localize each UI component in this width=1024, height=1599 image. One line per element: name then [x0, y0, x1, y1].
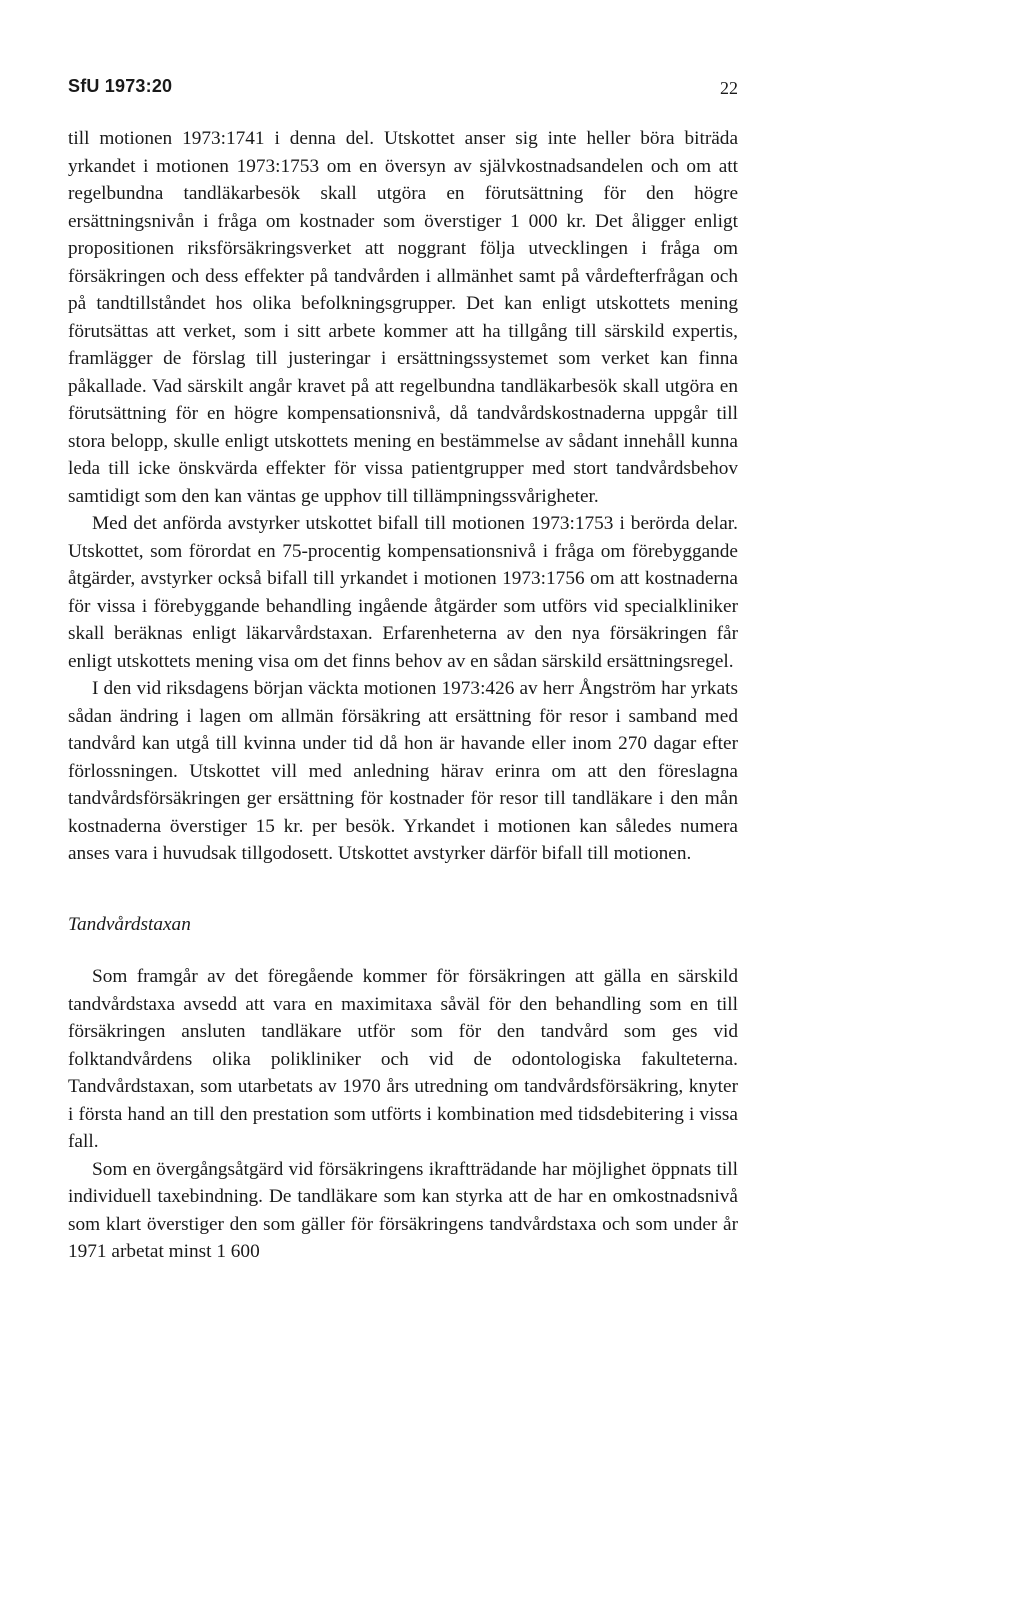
section-heading: Tandvårdstaxan: [68, 913, 191, 935]
paragraph-motion-426: I den vid riksdagens början väckta motionen 1973:426 av herr Ångström har yrkats sådan ändring i lagen om allmän försäkring att ersättning för resor i samband med tandvård kan utgå till kvinna under tid då hon är havande eller inom 270 dagar efter förlossningen. Utskottet vill med anledning härav erinra om att den föreslagna tandvårdsförsäkringen ger ersättning för kostnader för resor till tandläkare i den mån kostnaderna överstiger 15 kr. per besök. Yrkandet i motionen kan således numera anses vara i huvudsak tillgodosett. Utskottet avstyrker därför bifall till motionen.: [68, 678, 738, 864]
page-number: 22: [720, 78, 738, 98]
body-text: [68, 125, 738, 1266]
paragraph-taxebindning: Som en övergångsåtgärd vid försäkringens ikraftträdande har möjlighet öppnats till individuell taxebindning. De tandläkare som kan styrka att de har en omkostnadsnivå som klart överstiger den som gäller för försäkringens tandvårdstaxa och som under år 1971 arbetat minst 1 600: [68, 1158, 738, 1262]
document-reference: SfU 1973:20: [68, 76, 173, 96]
running-header: [68, 76, 738, 102]
paragraph-tandvardstaxa: Som framgår av det föregående kommer för försäkringen att gälla en särskild tandvårdstaxa avsedd att vara en maximitaxa såväl för den behandling som en till försäkringen ansluten tandläkare utför som för den tandvård som ges vid folktandvårdens olika polikliniker och vid de odontologiska fakulteterna. Tandvårdstaxan, som utarbetats av 1970 års utredning om tandvårdsförsäkring, knyter i första hand an till den prestation som utförts i kombination med tidsdebitering i vissa fall.: [68, 966, 738, 1152]
paragraph-motion-1753: till motionen 1973:1741 i denna del. Utskottet anser sig inte heller böra biträda yrkandet i motionen 1973:1753 om en översyn av självkostnadsandelen och om att regelbundna tandläkarbesök skall utgöra en förutsättning för den högre ersättningsnivån i fråga om kostnader som överstiger 1 000 kr. Det åligger enligt propositionen riksförsäkringsverket att noggrant följa utvecklingen i fråga om försäkringen och dess effekter på tandvården i allmänhet samt på vårdefterfrågan och på tandtillståndet hos olika befolkningsgrupper. Det kan enligt utskottets mening förutsättas att verket, som i sitt arbete kommer att ha tillgång till särskild expertis, framlägger de förslag till justeringar i ersättningssystemet som verket kan finna påkallade. Vad särskilt angår kravet på att regelbundna tandläkarbesök skall utgöra en förutsättning för en högre kompensationsnivå, då tandvårdskostnaderna uppgår till stora belopp, skulle enligt utskottets mening en bestämmelse av sådant innehåll kunna leda till icke önskvärda effekter för vissa patientgrupper med stort tandvårdsbehov samtidigt som den kan väntas ge upphov till tillämpningssvårigheter.: [68, 128, 738, 507]
paragraph-motion-1756: Med det anförda avstyrker utskottet bifall till motionen 1973:1753 i berörda delar. Utskottet, som förordat en 75-procentig kompensationsnivå i fråga om förebyggande åtgärder, avstyrker också bifall till yrkandet i motionen 1973:1756 om att kostnaderna för vissa i förebyggande behandling ingående åtgärder som utförs vid specialkliniker skall beräknas enligt läkarvårdstaxan. Erfarenheterna av den nya försäkringen får enligt utskottets mening visa om det finns behov av en sådan särskild ersättningsregel.: [68, 513, 738, 672]
